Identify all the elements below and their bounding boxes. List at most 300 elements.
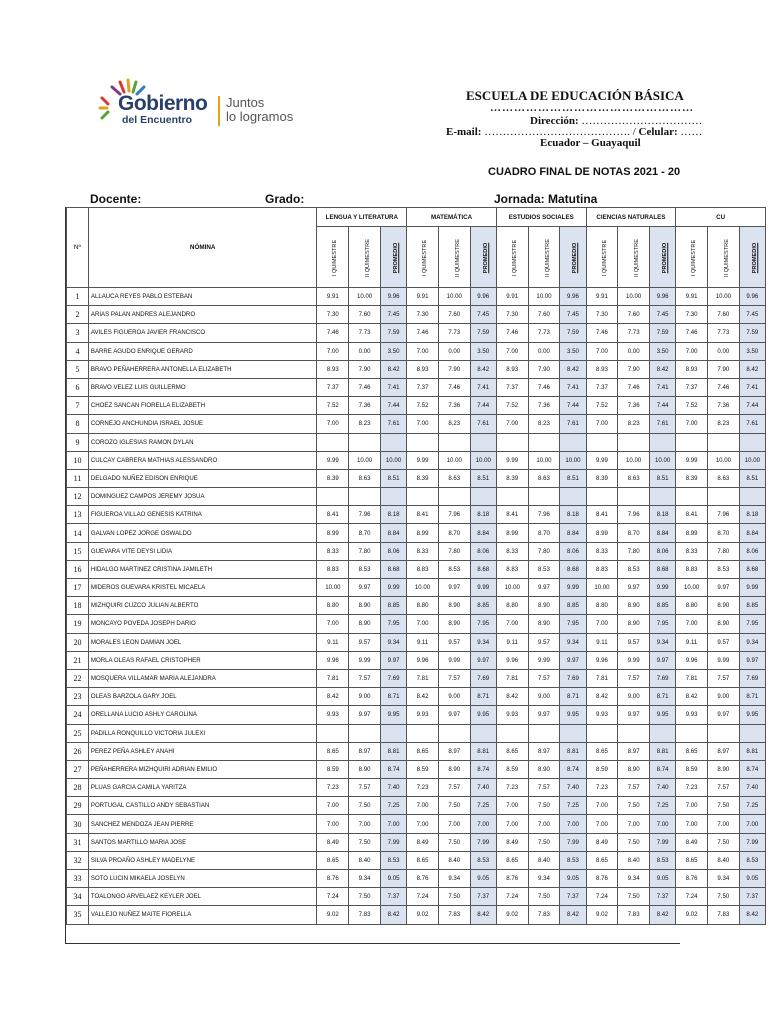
grade-term-1: [317, 488, 349, 506]
grade-term-1: 8.65: [496, 851, 528, 869]
student-row: [67, 633, 766, 651]
row-number: 30: [67, 815, 89, 833]
grade-term-1: 8.80: [407, 597, 439, 615]
grade-term-2: 8.40: [528, 851, 560, 869]
grade-term-1: 7.00: [407, 415, 439, 433]
student-row: [67, 524, 766, 542]
grade-term-2: 7.50: [349, 888, 381, 906]
student-name: HIDALGO MARTINEZ CRISTINA JAMILETH: [88, 560, 317, 578]
grade-average: 8.81: [560, 742, 586, 760]
slogan-line-1: Juntos: [226, 95, 265, 110]
grade-average: [470, 433, 496, 451]
grade-average: 9.95: [380, 706, 406, 724]
grade-term-2: 8.90: [438, 760, 470, 778]
grade-term-1: 9.91: [676, 288, 708, 306]
grade-term-2: 9.34: [707, 870, 739, 888]
grade-average: 7.99: [380, 833, 406, 851]
grade-term-1: 7.23: [496, 779, 528, 797]
grade-term-1: 9.91: [586, 288, 618, 306]
row-number: 35: [67, 906, 89, 924]
grade-term-1: 10.00: [496, 579, 528, 597]
grade-term-2: [438, 724, 470, 742]
grade-average: 8.53: [739, 851, 765, 869]
student-name: MIDEROS GUEVARA KRISTEL MICAELA: [88, 579, 317, 597]
grade-average: 7.44: [739, 397, 765, 415]
grade-term-2: 0.00: [618, 342, 650, 360]
row-number: 4: [67, 342, 89, 360]
student-row: [67, 615, 766, 633]
term-column-header: [349, 227, 381, 288]
student-row: [67, 378, 766, 396]
grade-term-1: 9.02: [407, 906, 439, 924]
grade-term-1: 8.39: [407, 469, 439, 487]
student-name: PORTUGAL CASTILLO ANDY SEBASTIAN: [88, 797, 317, 815]
student-name: SILVA PROAÑO ASHLEY MADELYNE: [88, 851, 317, 869]
grade-term-1: 7.52: [496, 397, 528, 415]
grade-average: 8.51: [560, 469, 586, 487]
grade-term-2: 7.90: [349, 360, 381, 378]
address-label: Dirección:: [530, 115, 579, 127]
grade-term-2: 0.00: [528, 342, 560, 360]
grade-term-2: 9.00: [438, 688, 470, 706]
term-column-header: [438, 227, 470, 288]
grade-term-2: 7.36: [438, 397, 470, 415]
grade-term-1: 8.33: [586, 542, 618, 560]
student-name: CULCAY CABRERA MATHIAS ALESSANDRO: [88, 451, 317, 469]
grade-term-2: 8.63: [438, 469, 470, 487]
grade-term-1: 7.23: [676, 779, 708, 797]
grade-average: 8.85: [650, 597, 676, 615]
jornada-label: Jornada: Matutina: [494, 192, 598, 206]
grade-term-2: 7.73: [349, 324, 381, 342]
grade-term-1: 8.99: [317, 524, 349, 542]
row-number: 6: [67, 378, 89, 396]
column-header-label: II QUIMESTRE: [723, 238, 730, 277]
grade-term-1: 9.93: [586, 706, 618, 724]
grade-average: 7.99: [470, 833, 496, 851]
grade-term-2: 8.53: [438, 560, 470, 578]
student-name: AVILES FIGUEROA JAVIER FRANCISCO: [88, 324, 317, 342]
grade-average: 8.85: [560, 597, 586, 615]
grade-term-2: 9.57: [707, 633, 739, 651]
grade-average: [470, 724, 496, 742]
grade-average: 10.00: [560, 451, 586, 469]
grade-term-2: 7.00: [707, 815, 739, 833]
grade-average: 9.97: [650, 651, 676, 669]
grade-term-2: 0.00: [707, 342, 739, 360]
grade-term-2: 7.90: [618, 360, 650, 378]
grade-average: 7.44: [560, 397, 586, 415]
column-header-label: PROMEDIO: [482, 242, 489, 273]
grade-term-1: 8.93: [317, 360, 349, 378]
grades-table: [66, 207, 766, 925]
grade-average: 9.05: [560, 870, 586, 888]
column-header-label: PROMEDIO: [751, 242, 758, 273]
row-number: 20: [67, 633, 89, 651]
grade-term-1: 7.37: [496, 378, 528, 396]
grade-average: 8.42: [380, 360, 406, 378]
email-value: …………………………………. /: [481, 126, 639, 138]
grade-average: 10.00: [650, 451, 676, 469]
grade-term-2: 9.97: [349, 579, 381, 597]
grade-average: 3.50: [650, 342, 676, 360]
student-row: [67, 888, 766, 906]
grade-term-1: 8.59: [676, 760, 708, 778]
grade-term-1: 9.99: [496, 451, 528, 469]
grade-term-1: 9.93: [407, 706, 439, 724]
grade-term-2: 8.97: [528, 742, 560, 760]
grade-average: 8.53: [560, 851, 586, 869]
grade-term-1: 7.24: [496, 888, 528, 906]
grade-average: 7.95: [560, 615, 586, 633]
grade-term-2: [707, 433, 739, 451]
grade-average: 9.05: [380, 870, 406, 888]
grade-term-2: 9.00: [528, 688, 560, 706]
logo-brand: Gobierno: [118, 92, 208, 115]
grade-term-1: 8.83: [676, 560, 708, 578]
grade-term-2: 8.97: [349, 742, 381, 760]
grade-term-2: 9.97: [707, 579, 739, 597]
grade-term-1: 8.42: [496, 688, 528, 706]
grade-term-1: 7.81: [407, 669, 439, 687]
grade-term-2: 7.90: [707, 360, 739, 378]
grade-average: 8.18: [739, 506, 765, 524]
grade-term-1: 8.41: [317, 506, 349, 524]
grade-term-1: 9.96: [586, 651, 618, 669]
student-name: OLEAS BARZOLA GARY JOEL: [88, 688, 317, 706]
term-column-header: [676, 227, 708, 288]
grade-term-1: 8.80: [317, 597, 349, 615]
grade-term-2: 8.70: [707, 524, 739, 542]
student-row: [67, 360, 766, 378]
row-number: 25: [67, 724, 89, 742]
grade-term-2: 7.36: [618, 397, 650, 415]
grade-term-2: 7.50: [349, 797, 381, 815]
grade-term-2: 7.83: [618, 906, 650, 924]
grade-term-1: 8.39: [496, 469, 528, 487]
grade-term-1: 8.65: [676, 851, 708, 869]
grade-term-1: 7.23: [407, 779, 439, 797]
grade-term-2: 8.90: [618, 760, 650, 778]
grade-average: 8.84: [560, 524, 586, 542]
grade-average: [739, 433, 765, 451]
term-column-header: [317, 227, 349, 288]
grade-term-2: 9.97: [528, 579, 560, 597]
grade-term-1: 9.96: [676, 651, 708, 669]
grade-term-1: 8.65: [407, 742, 439, 760]
grade-term-2: 7.96: [528, 506, 560, 524]
grade-term-1: 7.46: [496, 324, 528, 342]
grade-average: 8.51: [380, 469, 406, 487]
grade-term-2: 7.00: [438, 815, 470, 833]
student-name: SANCHEZ MENDOZA JEAN PIERRE: [88, 815, 317, 833]
student-row: [67, 779, 766, 797]
grade-term-1: [676, 433, 708, 451]
grade-term-1: 8.59: [407, 760, 439, 778]
grade-term-1: 8.59: [586, 760, 618, 778]
grade-term-2: 8.53: [349, 560, 381, 578]
grade-average: 3.50: [560, 342, 586, 360]
grade-average: 8.68: [470, 560, 496, 578]
grade-term-1: 7.23: [586, 779, 618, 797]
grade-term-1: 8.76: [407, 870, 439, 888]
grade-average: [560, 433, 586, 451]
grade-term-1: 8.65: [317, 851, 349, 869]
grade-term-2: 7.60: [528, 306, 560, 324]
grade-average: 7.44: [380, 397, 406, 415]
grade-average: [560, 724, 586, 742]
subject-header: ESTUDIOS SOCIALES: [496, 208, 586, 227]
grade-term-2: 10.00: [349, 288, 381, 306]
grade-term-2: 8.40: [707, 851, 739, 869]
logo-slogan: [226, 96, 293, 124]
grade-average: 8.84: [470, 524, 496, 542]
grade-term-1: 10.00: [586, 579, 618, 597]
grade-term-2: 7.57: [707, 779, 739, 797]
column-header-label: II QUIMESTRE: [365, 238, 372, 277]
grade-term-1: 7.00: [586, 815, 618, 833]
grade-average: 7.41: [560, 378, 586, 396]
student-name: BARRE AGUDO ENRIQUE GERARD: [88, 342, 317, 360]
grade-term-2: 7.96: [707, 506, 739, 524]
grade-average: 10.00: [739, 451, 765, 469]
row-number: 34: [67, 888, 89, 906]
grade-term-1: 8.93: [496, 360, 528, 378]
grade-term-2: 8.90: [528, 615, 560, 633]
grade-term-2: 10.00: [707, 451, 739, 469]
grade-term-2: 9.97: [349, 706, 381, 724]
grade-term-2: 7.50: [618, 797, 650, 815]
grade-term-2: 7.50: [528, 888, 560, 906]
grade-average: 8.51: [650, 469, 676, 487]
grade-term-2: 7.50: [618, 888, 650, 906]
grade-average: 7.45: [739, 306, 765, 324]
row-number: 32: [67, 851, 89, 869]
grade-term-2: 9.34: [438, 870, 470, 888]
grade-term-2: 7.50: [707, 797, 739, 815]
student-row: [67, 451, 766, 469]
grade-average: 7.00: [470, 815, 496, 833]
grade-average: 8.68: [739, 560, 765, 578]
column-header-number: Nº: [67, 208, 89, 288]
student-row: [67, 542, 766, 560]
grade-average: 7.41: [739, 378, 765, 396]
row-number: 28: [67, 779, 89, 797]
grade-average: 9.05: [739, 870, 765, 888]
grade-term-2: 9.99: [438, 651, 470, 669]
grade-term-2: 7.50: [707, 833, 739, 851]
row-number: 22: [67, 669, 89, 687]
grade-term-1: 8.80: [676, 597, 708, 615]
grade-term-2: 8.23: [707, 415, 739, 433]
grade-term-1: [317, 724, 349, 742]
grade-term-1: 8.49: [676, 833, 708, 851]
grade-term-1: 8.59: [496, 760, 528, 778]
grade-term-1: [676, 724, 708, 742]
grade-average: 7.41: [380, 378, 406, 396]
grade-term-2: 9.99: [528, 651, 560, 669]
grade-average: 7.41: [470, 378, 496, 396]
grade-term-1: 7.37: [676, 378, 708, 396]
grade-term-1: 9.96: [496, 651, 528, 669]
student-row: [67, 688, 766, 706]
grade-term-1: [317, 433, 349, 451]
grade-term-2: 8.23: [349, 415, 381, 433]
grade-term-2: 7.46: [528, 378, 560, 396]
grade-term-2: 7.90: [528, 360, 560, 378]
grade-average: 7.61: [739, 415, 765, 433]
grade-term-1: 8.65: [407, 851, 439, 869]
row-number: 13: [67, 506, 89, 524]
grade-average: 7.25: [380, 797, 406, 815]
grade-term-1: 7.37: [586, 378, 618, 396]
grade-average: 7.99: [739, 833, 765, 851]
grade-term-2: 8.97: [438, 742, 470, 760]
grade-average: 8.74: [650, 760, 676, 778]
grade-term-2: 10.00: [618, 288, 650, 306]
grade-average: 9.99: [739, 579, 765, 597]
student-name: ORELLANA LUCIO ASHLY CAROLINA: [88, 706, 317, 724]
student-row: [67, 469, 766, 487]
grade-term-2: 8.90: [707, 760, 739, 778]
row-number: 14: [67, 524, 89, 542]
grade-term-1: 7.00: [496, 797, 528, 815]
school-name-dots: ……………………………………………: [490, 102, 694, 114]
grade-term-1: 7.00: [496, 815, 528, 833]
grade-average: 8.06: [560, 542, 586, 560]
grade-average: 8.81: [739, 742, 765, 760]
grade-average: 8.84: [380, 524, 406, 542]
grade-term-2: 7.60: [349, 306, 381, 324]
column-header-label: PROMEDIO: [572, 242, 579, 273]
grade-term-2: 8.23: [618, 415, 650, 433]
row-number: 19: [67, 615, 89, 633]
student-name: DOMINGUEZ CAMPOS JEREMY JOSUA: [88, 488, 317, 506]
grade-average: 8.42: [739, 360, 765, 378]
grade-term-2: 7.83: [349, 906, 381, 924]
grade-average: 7.99: [650, 833, 676, 851]
government-logo: [98, 78, 308, 134]
grade-term-2: 9.57: [349, 633, 381, 651]
grade-average: 8.42: [650, 906, 676, 924]
grade-term-1: 8.49: [317, 833, 349, 851]
grade-term-2: 8.97: [707, 742, 739, 760]
grade-term-1: 7.81: [496, 669, 528, 687]
grade-term-2: 7.57: [438, 779, 470, 797]
grade-average: 8.18: [380, 506, 406, 524]
grade-term-2: [618, 488, 650, 506]
student-name: CHOEZ SANCAN FIORELLA ELIZABETH: [88, 397, 317, 415]
grade-average: 10.00: [380, 451, 406, 469]
grade-term-1: 9.93: [496, 706, 528, 724]
grade-term-2: 9.57: [528, 633, 560, 651]
grade-average: 7.95: [470, 615, 496, 633]
average-column-header: [470, 227, 496, 288]
grade-term-2: 7.00: [528, 815, 560, 833]
email-label: E-mail:: [446, 126, 482, 138]
grade-average: 8.81: [380, 742, 406, 760]
grade-average: 3.50: [470, 342, 496, 360]
grade-term-2: 7.60: [707, 306, 739, 324]
student-name: ALLAUCA REYES PABLO ESTEBAN: [88, 288, 317, 306]
grade-average: 7.00: [739, 815, 765, 833]
row-number: 31: [67, 833, 89, 851]
column-header-label: I QUIMESTRE: [512, 239, 519, 276]
grade-term-2: 7.80: [349, 542, 381, 560]
student-row: [67, 433, 766, 451]
grade-term-1: [496, 433, 528, 451]
student-name: CORNEJO ANCHUNDIA ISRAEL JOSUE: [88, 415, 317, 433]
grade-average: 7.40: [560, 779, 586, 797]
grade-average: 7.40: [739, 779, 765, 797]
grado-label: Grado:: [265, 192, 305, 206]
grade-average: 9.97: [739, 651, 765, 669]
grade-term-2: 10.00: [438, 451, 470, 469]
grade-term-2: 8.90: [618, 615, 650, 633]
grade-average: 8.06: [739, 542, 765, 560]
grade-term-2: 10.00: [618, 451, 650, 469]
grade-term-2: 7.50: [438, 833, 470, 851]
grade-term-1: [586, 488, 618, 506]
grade-average: 7.40: [650, 779, 676, 797]
grade-term-2: 8.90: [438, 615, 470, 633]
student-name: PADILLA RONQUILLO VICTORIA JULEXI: [88, 724, 317, 742]
subject-header: CIENCIAS NATURALES: [586, 208, 676, 227]
grade-term-1: 7.24: [586, 888, 618, 906]
grade-term-2: 10.00: [707, 288, 739, 306]
student-row: [67, 579, 766, 597]
grade-average: 8.06: [380, 542, 406, 560]
grade-average: 8.71: [739, 688, 765, 706]
grade-average: 7.69: [650, 669, 676, 687]
grade-average: 8.85: [380, 597, 406, 615]
column-header-name: NÓMINA: [88, 208, 317, 288]
student-name: TOALONGO ARVELAEZ KEYLER JOEL: [88, 888, 317, 906]
grade-average: 7.61: [470, 415, 496, 433]
student-name: COROZO IGLESIAS RAMON DYLAN: [88, 433, 317, 451]
grade-term-2: 10.00: [528, 451, 560, 469]
grade-average: 9.34: [470, 633, 496, 651]
grade-term-2: 8.53: [618, 560, 650, 578]
grade-term-1: 8.76: [586, 870, 618, 888]
grade-term-2: 8.53: [528, 560, 560, 578]
student-row: [67, 760, 766, 778]
grade-term-1: 8.59: [317, 760, 349, 778]
grade-average: 8.71: [470, 688, 496, 706]
average-column-header: [739, 227, 765, 288]
grade-term-1: 8.49: [496, 833, 528, 851]
grade-average: 7.25: [739, 797, 765, 815]
grade-average: [739, 724, 765, 742]
grade-term-1: 8.42: [586, 688, 618, 706]
grade-term-2: 8.90: [707, 615, 739, 633]
grade-average: 7.40: [380, 779, 406, 797]
grade-term-2: [528, 724, 560, 742]
grade-term-1: 7.00: [407, 797, 439, 815]
grade-average: [739, 488, 765, 506]
grade-term-1: 7.00: [407, 815, 439, 833]
grade-term-2: 7.57: [438, 669, 470, 687]
grade-term-1: 8.83: [496, 560, 528, 578]
grade-average: 8.81: [650, 742, 676, 760]
grade-term-2: 7.50: [349, 833, 381, 851]
grade-average: 8.53: [650, 851, 676, 869]
column-header-label: II QUIMESTRE: [544, 238, 551, 277]
grade-average: 8.85: [739, 597, 765, 615]
term-column-header: [528, 227, 560, 288]
grade-term-2: 9.57: [438, 633, 470, 651]
grade-term-1: 9.91: [317, 288, 349, 306]
